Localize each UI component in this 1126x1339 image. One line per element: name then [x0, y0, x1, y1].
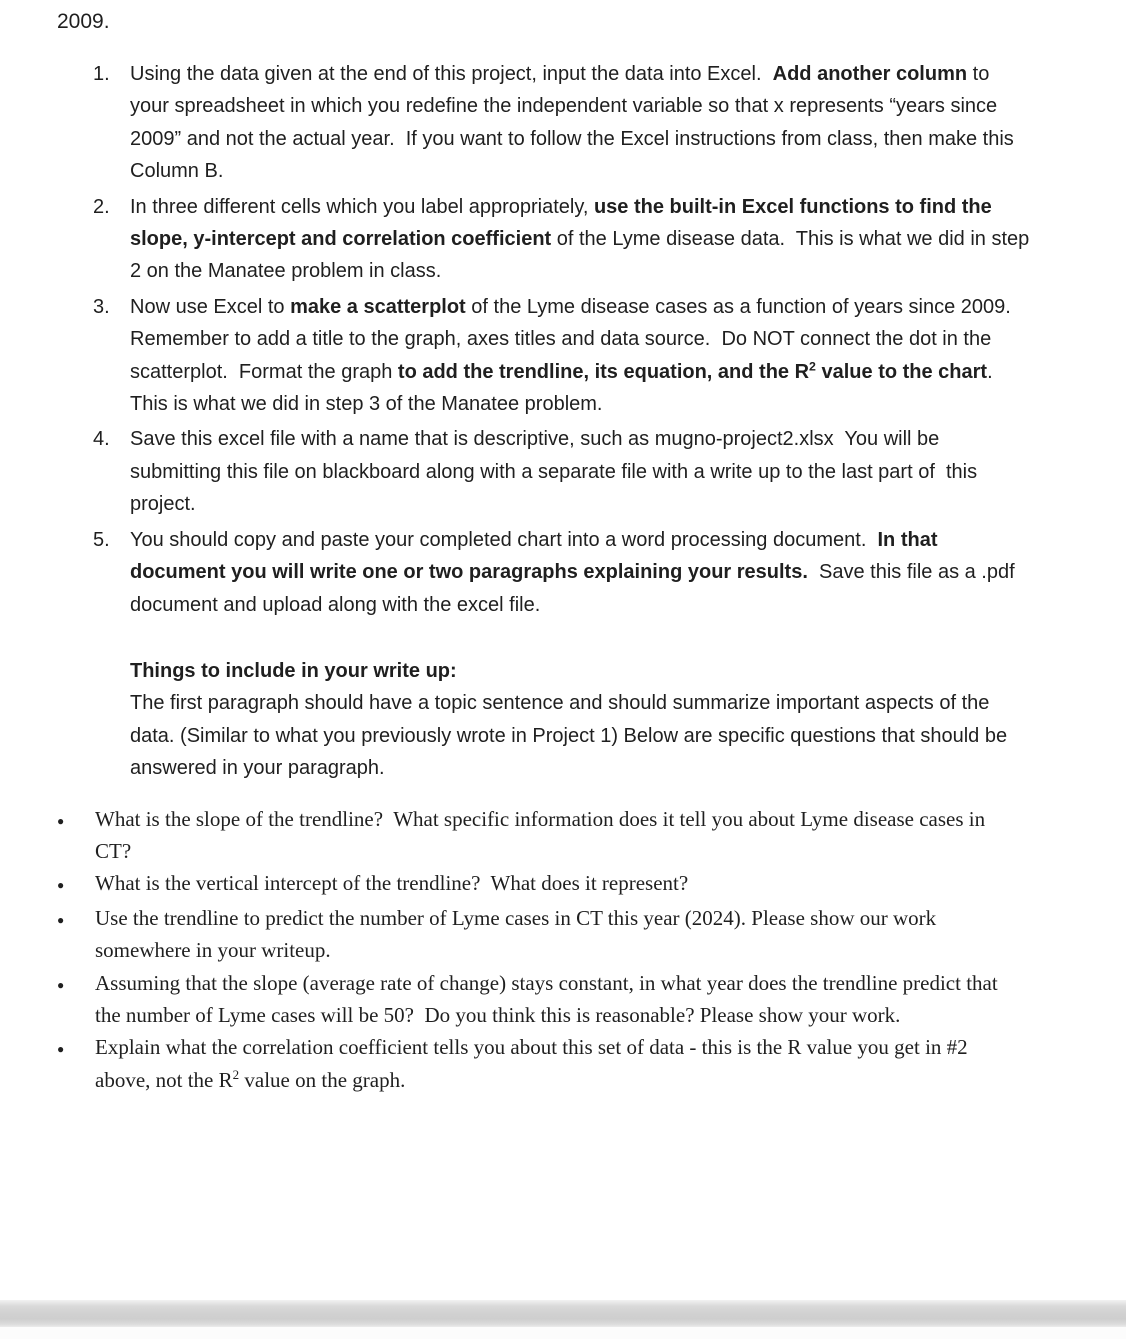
bullet-text: What is the vertical intercept of the trendline? What does it represent? [95, 871, 689, 896]
numbered-item-5 [93, 524, 1126, 621]
bullet-marker: ● [57, 878, 65, 893]
bullet-text: Assuming that the slope (average rate of change) stays constant, in what year does the trendline predict that the number of Lyme cases will be 50? Do you think this is reasonable? Please show your work. [95, 970, 1003, 1027]
bullet-marker: ● [57, 813, 65, 828]
item-text: Using the data given at the end of this project, input the data into Excel. Add another column to your spreadsheet in which you redefine the independent variable so that x represents “years since 2009” and not the actual year. If you want to follow the Excel instructions from class, then make this Column B. [130, 63, 1020, 183]
next-page-edge [0, 1327, 1126, 1339]
item-text: In three different cells which you label appropriately, use the built-in Excel functions to find the slope, y-intercept and correlation coefficient of the Lyme disease data. This is what we did in step 2 on the Manatee problem in class. [130, 195, 1035, 283]
item-number: 4. [93, 428, 110, 451]
numbered-item-4 [93, 423, 1126, 520]
bullet-item-3 [57, 902, 1126, 967]
bullet-text: What is the slope of the trendline? What specific information does it tell you about Lyme disease cases in CT? [95, 806, 991, 863]
bullet-marker: ● [57, 912, 65, 927]
bullet-item-5 [57, 1031, 1126, 1096]
item-number: 2. [93, 195, 110, 218]
item-number: 1. [93, 63, 110, 85]
numbered-list [0, 58, 1126, 621]
item-text: Save this excel file with a name that is descriptive, such as mugno-project2.xlsx You will be submitting this file on blackboard along with a separate file with a write up to the last part of this project. [130, 428, 983, 516]
bullet-item-4 [57, 967, 1126, 1032]
item-text: Now use Excel to make a scatterplot of the Lyme disease cases as a function of years since 2009. Remember to add a title to the graph, axes titles and data source. Do NOT connect the dot in the scatterplot. Format the graph to add the trendline, its equation, and the $R^2$ value to the chart. This is what we did in step 3 of the Manatee problem. [130, 295, 1022, 416]
writeup-section [0, 655, 1126, 785]
bullet-list [0, 803, 1126, 1097]
writeup-paragraph: The first paragraph should have a topic sentence and should summarize important aspects of the data. (Similar to what you previously wrote in Project 1) Below are specific questions that should be answered in your paragraph. [130, 692, 1013, 780]
bullet-marker: ● [57, 977, 65, 992]
page-break-separator [0, 1300, 1126, 1327]
writeup-heading: Things to include in your write up: [130, 659, 457, 682]
item-text: You should copy and paste your completed chart into a word processing document. In that document you will write one or two paragraphs explaining your results. Save this file as a .pdf document and upload along with the excel file. [130, 528, 1021, 616]
numbered-item-2 [93, 191, 1126, 288]
bullet-item-2 [57, 867, 1126, 901]
intro-text: 2009. [57, 10, 110, 33]
numbered-item-1 [93, 58, 1126, 188]
bullet-text: Use the trendline to predict the number of Lyme cases in CT this year (2024). Please show our work somewhere in your writeup. [95, 905, 942, 963]
item-number: 5. [93, 528, 110, 551]
bullet-item-1 [57, 803, 1126, 868]
item-number: 3. [93, 295, 110, 318]
bullet-text: Explain what the correlation coefficient tells you about this set of data - this is the R value you get in #2 above, not the $R^2$ value on the graph. [95, 1035, 973, 1092]
bullet-marker: ● [57, 1042, 65, 1057]
numbered-item-3 [93, 291, 1126, 421]
